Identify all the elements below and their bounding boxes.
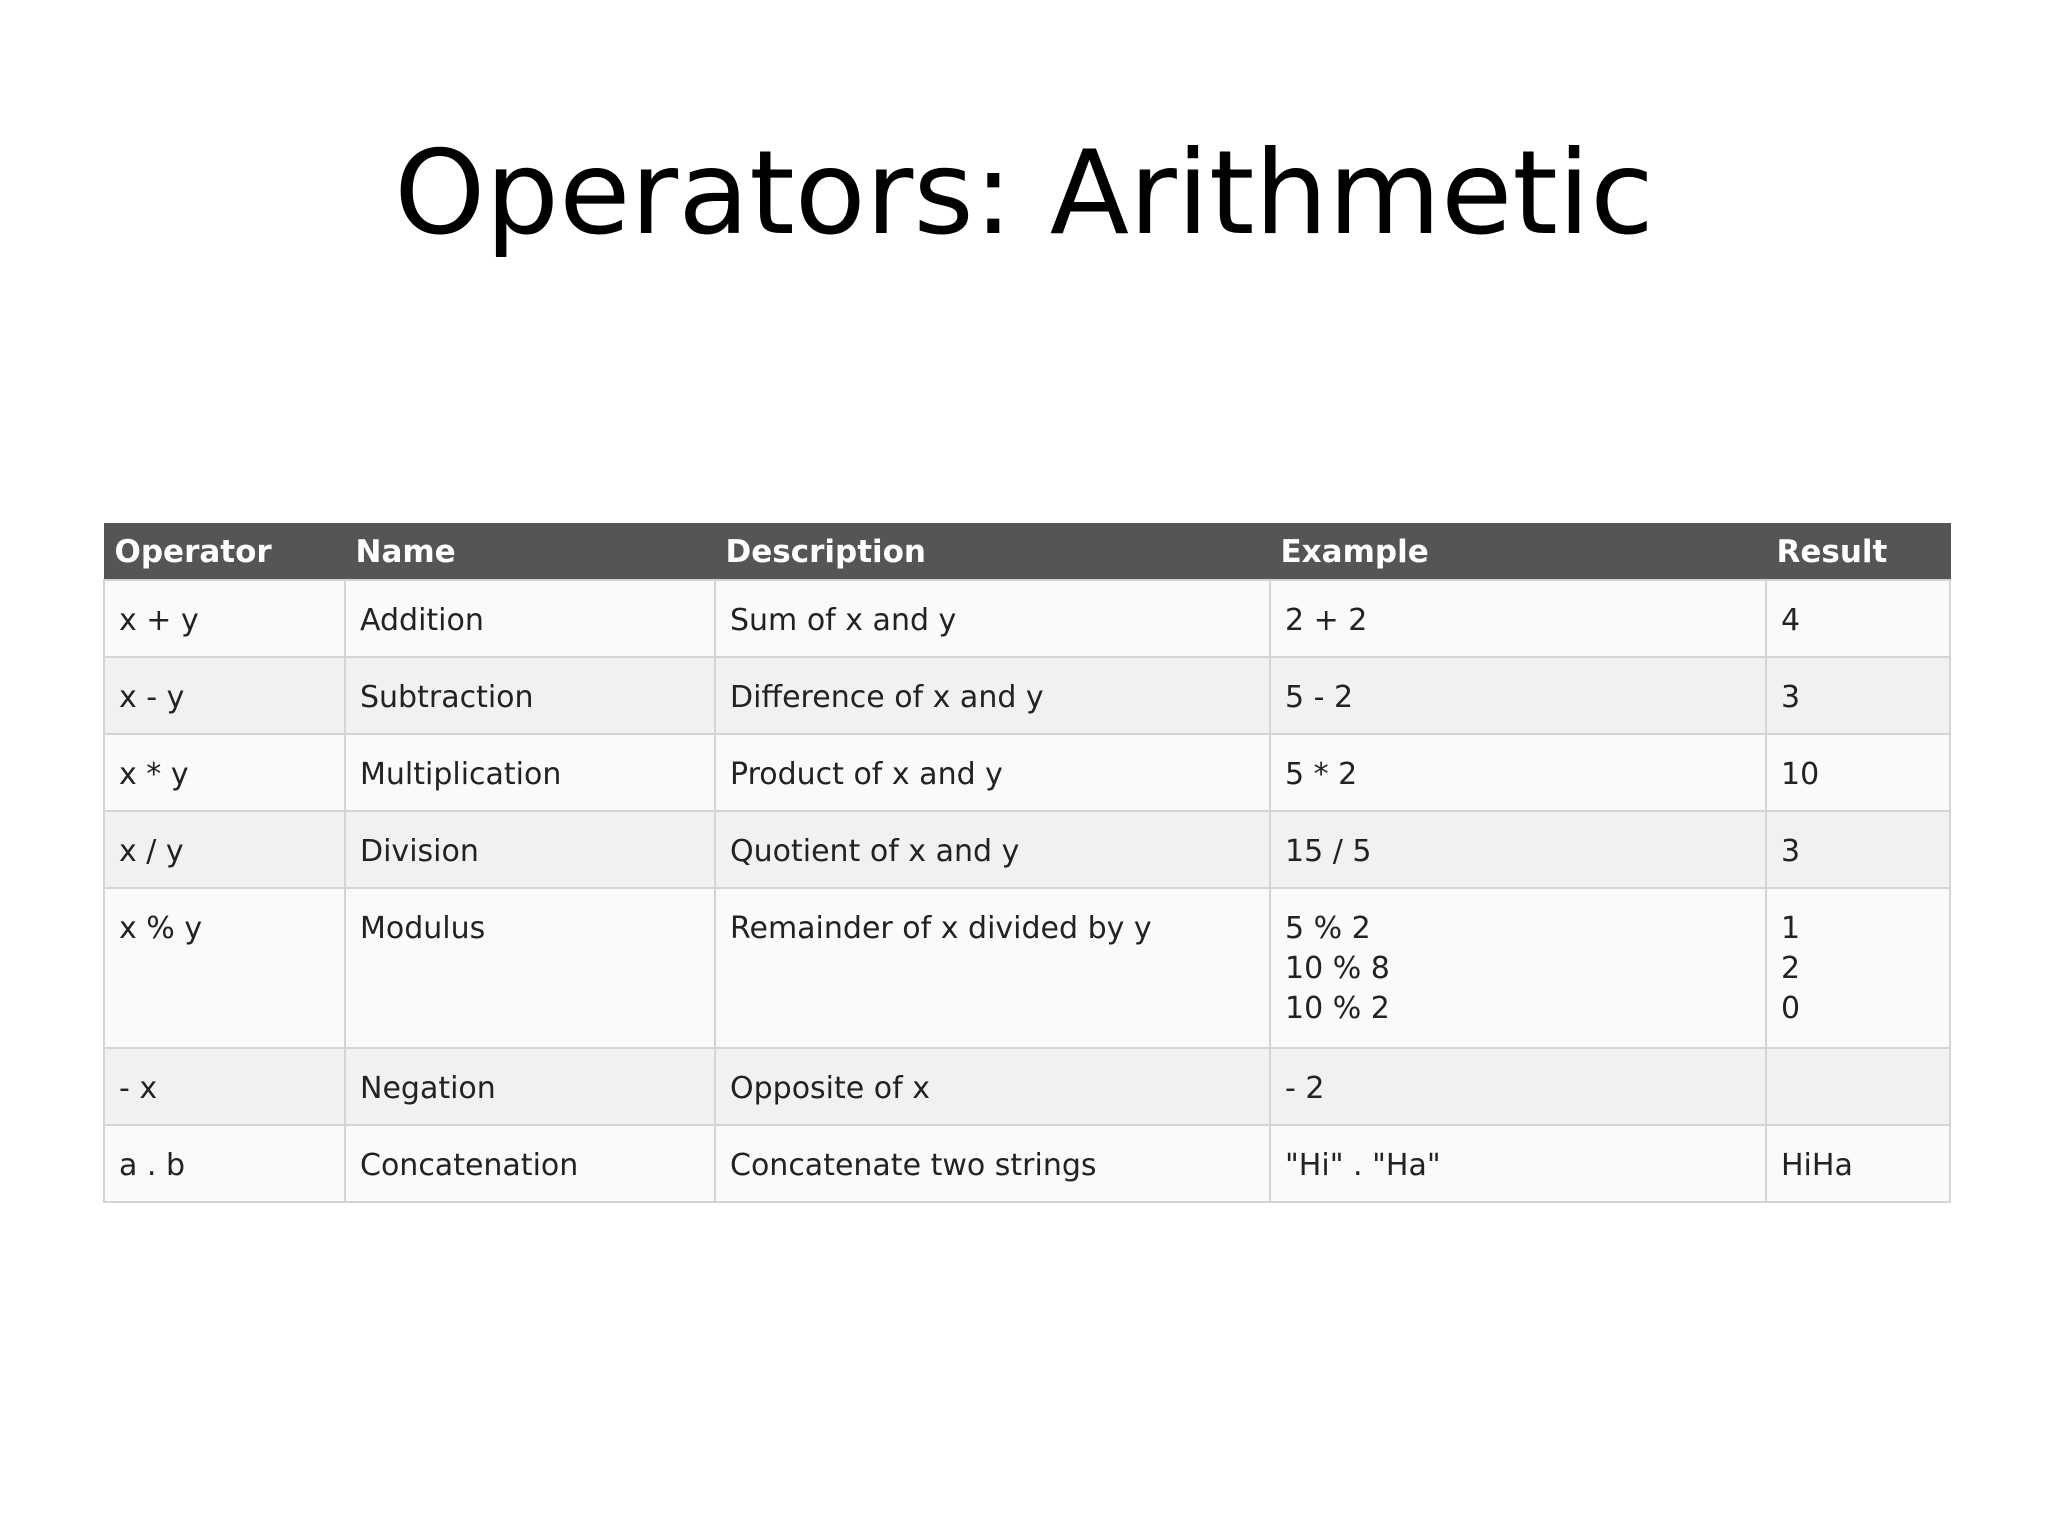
example-line: 5 % 2	[1285, 911, 1371, 946]
description-cell: Opposite of x	[715, 1048, 1270, 1125]
operator-cell: a . b	[104, 1125, 345, 1202]
table-row	[104, 1125, 1950, 1202]
result-line: 10	[1781, 757, 1820, 792]
table-row	[104, 580, 1950, 657]
name-cell: Concatenation	[345, 1125, 715, 1202]
example-cell	[1270, 734, 1766, 811]
example-cell	[1270, 580, 1766, 657]
header-example: Example	[1270, 524, 1766, 581]
result-line: 3	[1781, 680, 1801, 715]
example-cell	[1270, 811, 1766, 888]
header-name: Name	[345, 524, 715, 581]
example-line: "Hi" . "Ha"	[1285, 1148, 1441, 1183]
example-line: 5 - 2	[1285, 680, 1354, 715]
operator-cell: x / y	[104, 811, 345, 888]
table-row	[104, 734, 1950, 811]
operators-table	[103, 523, 1951, 1203]
example-line: 15 / 5	[1285, 834, 1372, 869]
result-cell	[1766, 811, 1950, 888]
example-line: 5 * 2	[1285, 757, 1358, 792]
table-header-row	[104, 524, 1950, 581]
description-cell: Product of x and y	[715, 734, 1270, 811]
result-cell	[1766, 580, 1950, 657]
result-cell	[1766, 1125, 1950, 1202]
example-cell	[1270, 657, 1766, 734]
result-line: 3	[1781, 834, 1801, 869]
example-cell	[1270, 1048, 1766, 1125]
table-row	[104, 888, 1950, 1048]
name-cell: Multiplication	[345, 734, 715, 811]
description-cell: Sum of x and y	[715, 580, 1270, 657]
result-line: 2	[1781, 951, 1801, 986]
header-description: Description	[715, 524, 1270, 581]
description-cell: Concatenate two strings	[715, 1125, 1270, 1202]
slide-title: Operators: Arithmetic	[394, 126, 1654, 261]
result-line: 4	[1781, 603, 1801, 638]
operator-cell: x % y	[104, 888, 345, 1048]
description-cell: Remainder of x divided by y	[715, 888, 1270, 1048]
example-line: - 2	[1285, 1071, 1325, 1106]
result-cell	[1766, 1048, 1950, 1125]
description-cell: Difference of x and y	[715, 657, 1270, 734]
operator-cell: x * y	[104, 734, 345, 811]
result-line: HiHa	[1781, 1148, 1853, 1183]
example-line: 2 + 2	[1285, 603, 1368, 638]
name-cell: Negation	[345, 1048, 715, 1125]
header-operator: Operator	[104, 524, 345, 581]
result-line: 0	[1781, 991, 1801, 1026]
table-row	[104, 811, 1950, 888]
table-row	[104, 657, 1950, 734]
result-line: 1	[1781, 911, 1801, 946]
name-cell: Division	[345, 811, 715, 888]
name-cell: Modulus	[345, 888, 715, 1048]
result-cell	[1766, 657, 1950, 734]
result-cell	[1766, 734, 1950, 811]
example-cell	[1270, 1125, 1766, 1202]
result-cell	[1766, 888, 1950, 1048]
name-cell: Subtraction	[345, 657, 715, 734]
example-cell	[1270, 888, 1766, 1048]
operator-cell: x + y	[104, 580, 345, 657]
header-result: Result	[1766, 524, 1950, 581]
example-line: 10 % 2	[1285, 991, 1390, 1026]
name-cell: Addition	[345, 580, 715, 657]
table-row	[104, 1048, 1950, 1125]
description-cell: Quotient of x and y	[715, 811, 1270, 888]
operator-cell: x - y	[104, 657, 345, 734]
example-line: 10 % 8	[1285, 951, 1390, 986]
operator-cell: - x	[104, 1048, 345, 1125]
